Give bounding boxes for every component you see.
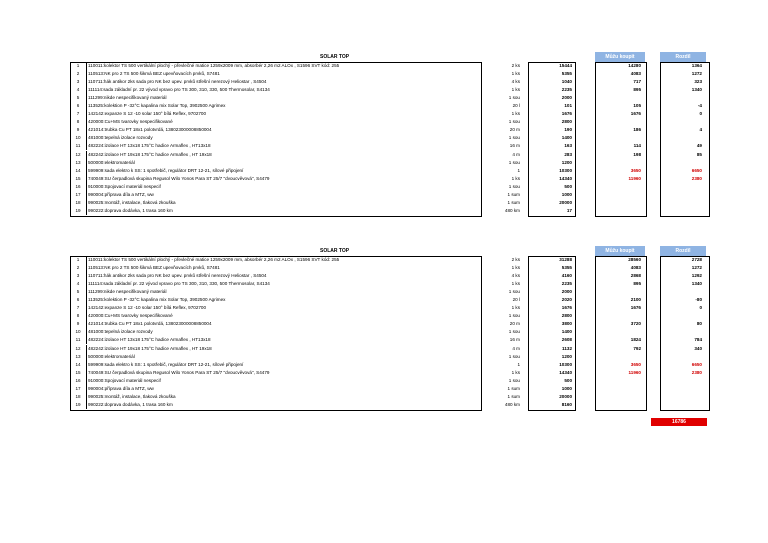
item-price: 17 <box>566 207 572 213</box>
row-number: 11 <box>70 336 87 344</box>
item-difference: 6650 <box>691 361 702 367</box>
item-description: 482242:izolace HT 19x18 175°C hadice Armaflex , HT 19x18 <box>88 345 212 351</box>
item-description: 990004:příprava díla a MTZ, ww <box>88 191 154 197</box>
item-quantity: 1 sum <box>507 393 520 399</box>
item-quantity: 2 ks <box>511 63 520 68</box>
row-number: 1 <box>70 256 87 264</box>
item-quantity: 1 ks <box>511 305 520 311</box>
item-price: 1200 <box>561 353 572 359</box>
item-difference: 340 <box>694 345 702 351</box>
row-number: 6 <box>70 102 87 110</box>
item-difference: 80 <box>696 321 702 327</box>
item-difference: 0 <box>699 111 702 117</box>
item-buy-price: 1676 <box>630 111 641 117</box>
item-difference: 6650 <box>691 167 702 173</box>
item-price: 5355 <box>561 265 572 271</box>
item-price: 163 <box>564 143 572 149</box>
item-price: 5355 <box>561 71 572 77</box>
item-description: 421014:trubka Cu PT 18x1 polotvrdá, 138023000008850004 <box>88 127 212 133</box>
item-buy-price: 3650 <box>630 167 641 173</box>
item-description: 481000:tepelná izolace rozvody <box>88 329 153 335</box>
item-difference: 2380 <box>691 175 702 181</box>
item-price: 1000 <box>561 191 572 197</box>
item-description: 142142:expanze S 12 -10 solar 150° bílá Reflex, 9702700 <box>88 111 207 117</box>
item-buy-price: 895 <box>633 87 641 93</box>
row-number: 6 <box>70 296 87 304</box>
item-price: 283 <box>564 151 572 157</box>
item-quantity: 20 l <box>512 297 520 303</box>
item-description: 481000:tepelná izolace rozvody <box>88 135 153 141</box>
item-price: 1000 <box>561 385 572 391</box>
item-quantity: 1 sou <box>508 183 520 189</box>
item-description: 500000:elektromateriál <box>88 353 135 359</box>
item-buy-price: 4083 <box>630 71 641 77</box>
buy-box <box>595 62 647 217</box>
total-difference: 16786 <box>651 418 707 426</box>
item-price: 2608 <box>561 337 572 343</box>
row-number: 2 <box>70 70 87 78</box>
row-number: 10 <box>70 328 87 336</box>
item-buy-price: 2100 <box>630 297 641 303</box>
item-buy-price: 3650 <box>630 361 641 367</box>
item-difference: 323 <box>694 79 702 85</box>
item-difference: 1292 <box>691 273 702 279</box>
item-description: 500000:elektromateriál <box>88 159 135 165</box>
item-price: 2800 <box>561 119 572 125</box>
item-description: 110711:hák antikor 2ks sada pro NK bez upev. prvků střešní nerezový Heliostar , S4504 <box>88 273 267 279</box>
column-header-buy: Můžu koupit <box>595 52 645 62</box>
row-number: 15 <box>70 175 87 183</box>
row-number: 12 <box>70 151 87 159</box>
item-description: 740049:SU čerpadlová skupina Regusol Wilo Yonos Para ST 25/7 "dvoucvěvová", S4479 <box>88 175 270 181</box>
item-quantity: 4 m <box>512 345 520 351</box>
row-number: 9 <box>70 320 87 328</box>
item-quantity: 1 ks <box>511 71 520 77</box>
row-number: 3 <box>70 272 87 280</box>
item-difference: 1272 <box>691 71 702 77</box>
row-number: 7 <box>70 110 87 118</box>
item-description: 142142:expanze S 12 -10 solar 150° bílá Reflex, 9702700 <box>88 305 207 311</box>
row-number: 13 <box>70 159 87 167</box>
column-header-diff: Rozdíl <box>660 246 706 256</box>
item-quantity: 1 sou <box>508 289 520 295</box>
item-difference: 1340 <box>691 87 702 93</box>
item-price: 10300 <box>559 167 572 173</box>
row-number: 16 <box>70 377 87 385</box>
item-description: 740049:SU čerpadlová skupina Regusol Wilo Yonos Para ST 25/7 "dvoucvěvová", S4479 <box>88 369 270 375</box>
item-quantity: 20 m <box>509 321 520 327</box>
row-number: 5 <box>70 94 87 102</box>
item-description: 990025:montáž, instalace, tlaková zkouška <box>88 393 176 399</box>
row-number: 4 <box>70 86 87 94</box>
item-price: 1200 <box>561 159 572 165</box>
item-description: 111114:sada základní pr. 22 vývod vpravo pro TS 300, 310, 330, 500 Thermosolar, S4134 <box>88 87 270 93</box>
row-number: 4 <box>70 280 87 288</box>
item-price: 101 <box>564 103 572 109</box>
item-quantity: 1 <box>517 167 520 173</box>
item-quantity: 1 sou <box>508 159 520 165</box>
quantity-box <box>528 62 576 217</box>
item-description: 110011:kolektor TS 500 vertikální plochý - převlečné matice 1259x2009 mm, absorbér 2,26 m2 ALOx , S1596 SVT kód: 255 <box>88 63 340 68</box>
item-buy-price: 2868 <box>630 273 641 279</box>
row-number: 15 <box>70 369 87 377</box>
item-price: 500 <box>564 377 572 383</box>
row-number: 10 <box>70 134 87 142</box>
item-description: 599909:sada elektro k SS: 1 spotřebič, regulátor DRT 12-21, sílové připojení <box>88 167 244 173</box>
item-price: 1400 <box>561 329 572 335</box>
item-quantity: 1 ks <box>511 281 520 287</box>
item-description: 990025:montáž, instalace, tlaková zkouška <box>88 199 176 205</box>
row-number: 17 <box>70 385 87 393</box>
row-number: 13 <box>70 353 87 361</box>
item-price: 1400 <box>561 135 572 141</box>
row-number: 18 <box>70 199 87 207</box>
item-quantity: 1 sou <box>508 95 520 101</box>
row-number: 14 <box>70 167 87 175</box>
item-buy-price: 198 <box>633 151 641 157</box>
quantity-box <box>528 256 576 411</box>
item-description: 110011:kolektor TS 500 vertikální plochý - převlečné matice 1259x2009 mm, absorbér 2,26 m2 ALOx , S1596 SVT kód: 255 <box>88 257 340 262</box>
item-description: 990004:příprava díla a MTZ, ww <box>88 385 154 391</box>
row-number: 8 <box>70 312 87 320</box>
item-price: 31288 <box>559 257 572 262</box>
item-price: 2000 <box>561 289 572 295</box>
item-description: 111299:nikde nespecifikovaný materiál <box>88 289 167 295</box>
item-difference: 1272 <box>691 265 702 271</box>
row-number: 19 <box>70 207 87 215</box>
item-description: 599909:sada elektro k SS: 1 spotřebič, regulátor DRT 12-21, sílové připojení <box>88 361 244 367</box>
item-buy-price: 1824 <box>630 337 641 343</box>
item-buy-price: 114 <box>633 143 641 149</box>
item-price: 4160 <box>561 273 572 279</box>
item-description: 110513:NK pro 2 TS 500 šikmá BEZ upevňovacích prvků, S7481 <box>88 265 220 271</box>
column-header-diff: Rozdíl <box>660 52 706 62</box>
item-quantity: 480 km <box>504 401 520 407</box>
row-number: 7 <box>70 304 87 312</box>
table-title: SOLAR TOP <box>320 54 350 60</box>
item-description: 482242:izolace HT 19x18 175°C hadice Armaflex , HT 19x18 <box>88 151 212 157</box>
row-number: 16 <box>70 183 87 191</box>
item-price: 1676 <box>561 111 572 117</box>
item-quantity: 1 sou <box>508 119 520 125</box>
item-price: 14340 <box>559 175 572 181</box>
item-quantity: 1 sou <box>508 135 520 141</box>
item-price: 2800 <box>561 313 572 319</box>
item-price: 10300 <box>559 361 572 367</box>
item-quantity: 4 ks <box>511 273 520 279</box>
item-buy-price: 105 <box>633 103 641 109</box>
buy-box <box>595 256 647 411</box>
item-quantity: 4 ks <box>511 79 520 85</box>
diff-box <box>660 62 710 217</box>
row-number: 17 <box>70 191 87 199</box>
item-price: 2020 <box>561 297 572 303</box>
item-quantity: 1 ks <box>511 111 520 117</box>
item-buy-price: 28560 <box>628 257 641 262</box>
item-description: 110711:hák antikor 2ks sada pro NK bez upev. prvků střešní nerezový Heliostar , S4504 <box>88 79 267 85</box>
item-price: 1040 <box>561 79 572 85</box>
item-price: 8160 <box>561 401 572 407</box>
item-buy-price: 14280 <box>628 63 641 68</box>
item-buy-price: 895 <box>633 281 641 287</box>
item-difference: 1340 <box>691 281 702 287</box>
item-quantity: 1 sou <box>508 329 520 335</box>
item-difference: -4 <box>697 103 702 109</box>
item-quantity: 1 sum <box>507 385 520 391</box>
row-number: 11 <box>70 142 87 150</box>
column-header-buy: Můžu koupit <box>595 246 645 256</box>
item-difference: 2380 <box>691 369 702 375</box>
table-header <box>70 246 715 256</box>
row-number: 1 <box>70 62 87 70</box>
item-price: 14340 <box>559 369 572 375</box>
item-price: 2000 <box>561 95 572 101</box>
item-quantity: 1 sou <box>508 377 520 383</box>
item-price: 1132 <box>562 345 572 351</box>
item-description: 482224:izolace HT 13x18 175°C hadice Armaflex , HT13x18 <box>88 337 211 343</box>
item-price: 2235 <box>561 87 572 93</box>
item-description: 420000:Cu+MS tvarovky nespecifikované <box>88 313 173 319</box>
item-quantity: 20 m <box>509 127 520 133</box>
item-price: 2235 <box>561 281 572 287</box>
item-buy-price: 1676 <box>630 305 641 311</box>
item-difference: -80 <box>695 297 702 303</box>
item-difference: 4 <box>699 127 702 133</box>
item-quantity: 16 m <box>509 337 520 343</box>
item-quantity: 1 ks <box>511 369 520 375</box>
item-description: 421014:trubka Cu PT 18x1 polotvrdá, 138023000008850004 <box>88 321 212 327</box>
item-quantity: 1 sum <box>507 191 520 197</box>
item-description: 990222:doprava dodávka, 1 trasa 160 km <box>88 401 173 407</box>
item-buy-price: 792 <box>633 345 641 351</box>
item-description: 110513:NK pro 2 TS 500 šikmá BEZ upevňovacích prvků, S7481 <box>88 71 220 77</box>
item-buy-price: 11960 <box>628 369 641 375</box>
row-number: 2 <box>70 264 87 272</box>
item-price: 20000 <box>559 199 572 205</box>
item-difference: 0 <box>699 305 702 311</box>
item-description: 420000:Cu+MS tvarovky nespecifikované <box>88 119 173 125</box>
diff-box <box>660 256 710 411</box>
item-description: 910000:Spojovací materiál nespecif <box>88 183 161 189</box>
item-quantity: 20 l <box>512 103 520 109</box>
table-header <box>70 52 715 62</box>
item-description: 113525:kolektion P -32°C kapalina mix Solar Top, 3902500 Agrimex <box>88 297 226 303</box>
item-difference: 784 <box>694 337 702 343</box>
description-box <box>70 256 482 411</box>
item-description: 990222:doprava dodávka, 1 trasa 160 km <box>88 207 173 213</box>
row-number: 19 <box>70 401 87 409</box>
item-description: 113525:kolektion P -32°C kapalina mix Solar Top, 3902500 Agrimex <box>88 103 226 109</box>
item-buy-price: 717 <box>633 79 641 85</box>
row-number: 3 <box>70 78 87 86</box>
row-number: 9 <box>70 126 87 134</box>
item-quantity: 1 <box>517 361 520 367</box>
item-difference: 85 <box>696 151 702 157</box>
item-quantity: 16 m <box>509 143 520 149</box>
item-quantity: 1 sou <box>508 313 520 319</box>
item-difference: 2728 <box>691 257 702 262</box>
item-quantity: 2 ks <box>511 257 520 262</box>
row-number: 5 <box>70 288 87 296</box>
item-description: 910000:Spojovací materiál nespecif <box>88 377 161 383</box>
item-quantity: 1 sou <box>508 353 520 359</box>
item-buy-price: 3720 <box>630 321 641 327</box>
item-quantity: 1 ks <box>511 87 520 93</box>
item-description: 111114:sada základní pr. 22 vývod vpravo pro TS 300, 310, 330, 500 Thermosolar, S4134 <box>88 281 270 287</box>
item-difference: 49 <box>696 143 702 149</box>
item-quantity: 480 km <box>504 207 520 213</box>
row-number: 8 <box>70 118 87 126</box>
description-box <box>70 62 482 217</box>
item-price: 1676 <box>561 305 572 311</box>
table-title: SOLAR TOP <box>320 248 350 254</box>
item-price: 15444 <box>559 63 572 68</box>
item-price: 500 <box>564 183 572 189</box>
item-price: 20000 <box>559 393 572 399</box>
item-price: 3800 <box>561 321 572 327</box>
item-quantity: 1 ks <box>511 265 520 271</box>
item-quantity: 4 m <box>512 151 520 157</box>
item-buy-price: 186 <box>633 127 641 133</box>
item-quantity: 1 sum <box>507 199 520 205</box>
item-difference: 1364 <box>691 63 702 68</box>
item-description: 482224:izolace HT 13x18 175°C hadice Armaflex , HT13x18 <box>88 143 211 149</box>
row-number: 12 <box>70 345 87 353</box>
item-price: 190 <box>564 127 572 133</box>
item-buy-price: 11960 <box>628 175 641 181</box>
item-quantity: 1 ks <box>511 175 520 181</box>
item-description: 111299:nikde nespecifikovaný materiál <box>88 95 167 101</box>
row-number: 14 <box>70 361 87 369</box>
row-number: 18 <box>70 393 87 401</box>
item-buy-price: 4083 <box>630 265 641 271</box>
